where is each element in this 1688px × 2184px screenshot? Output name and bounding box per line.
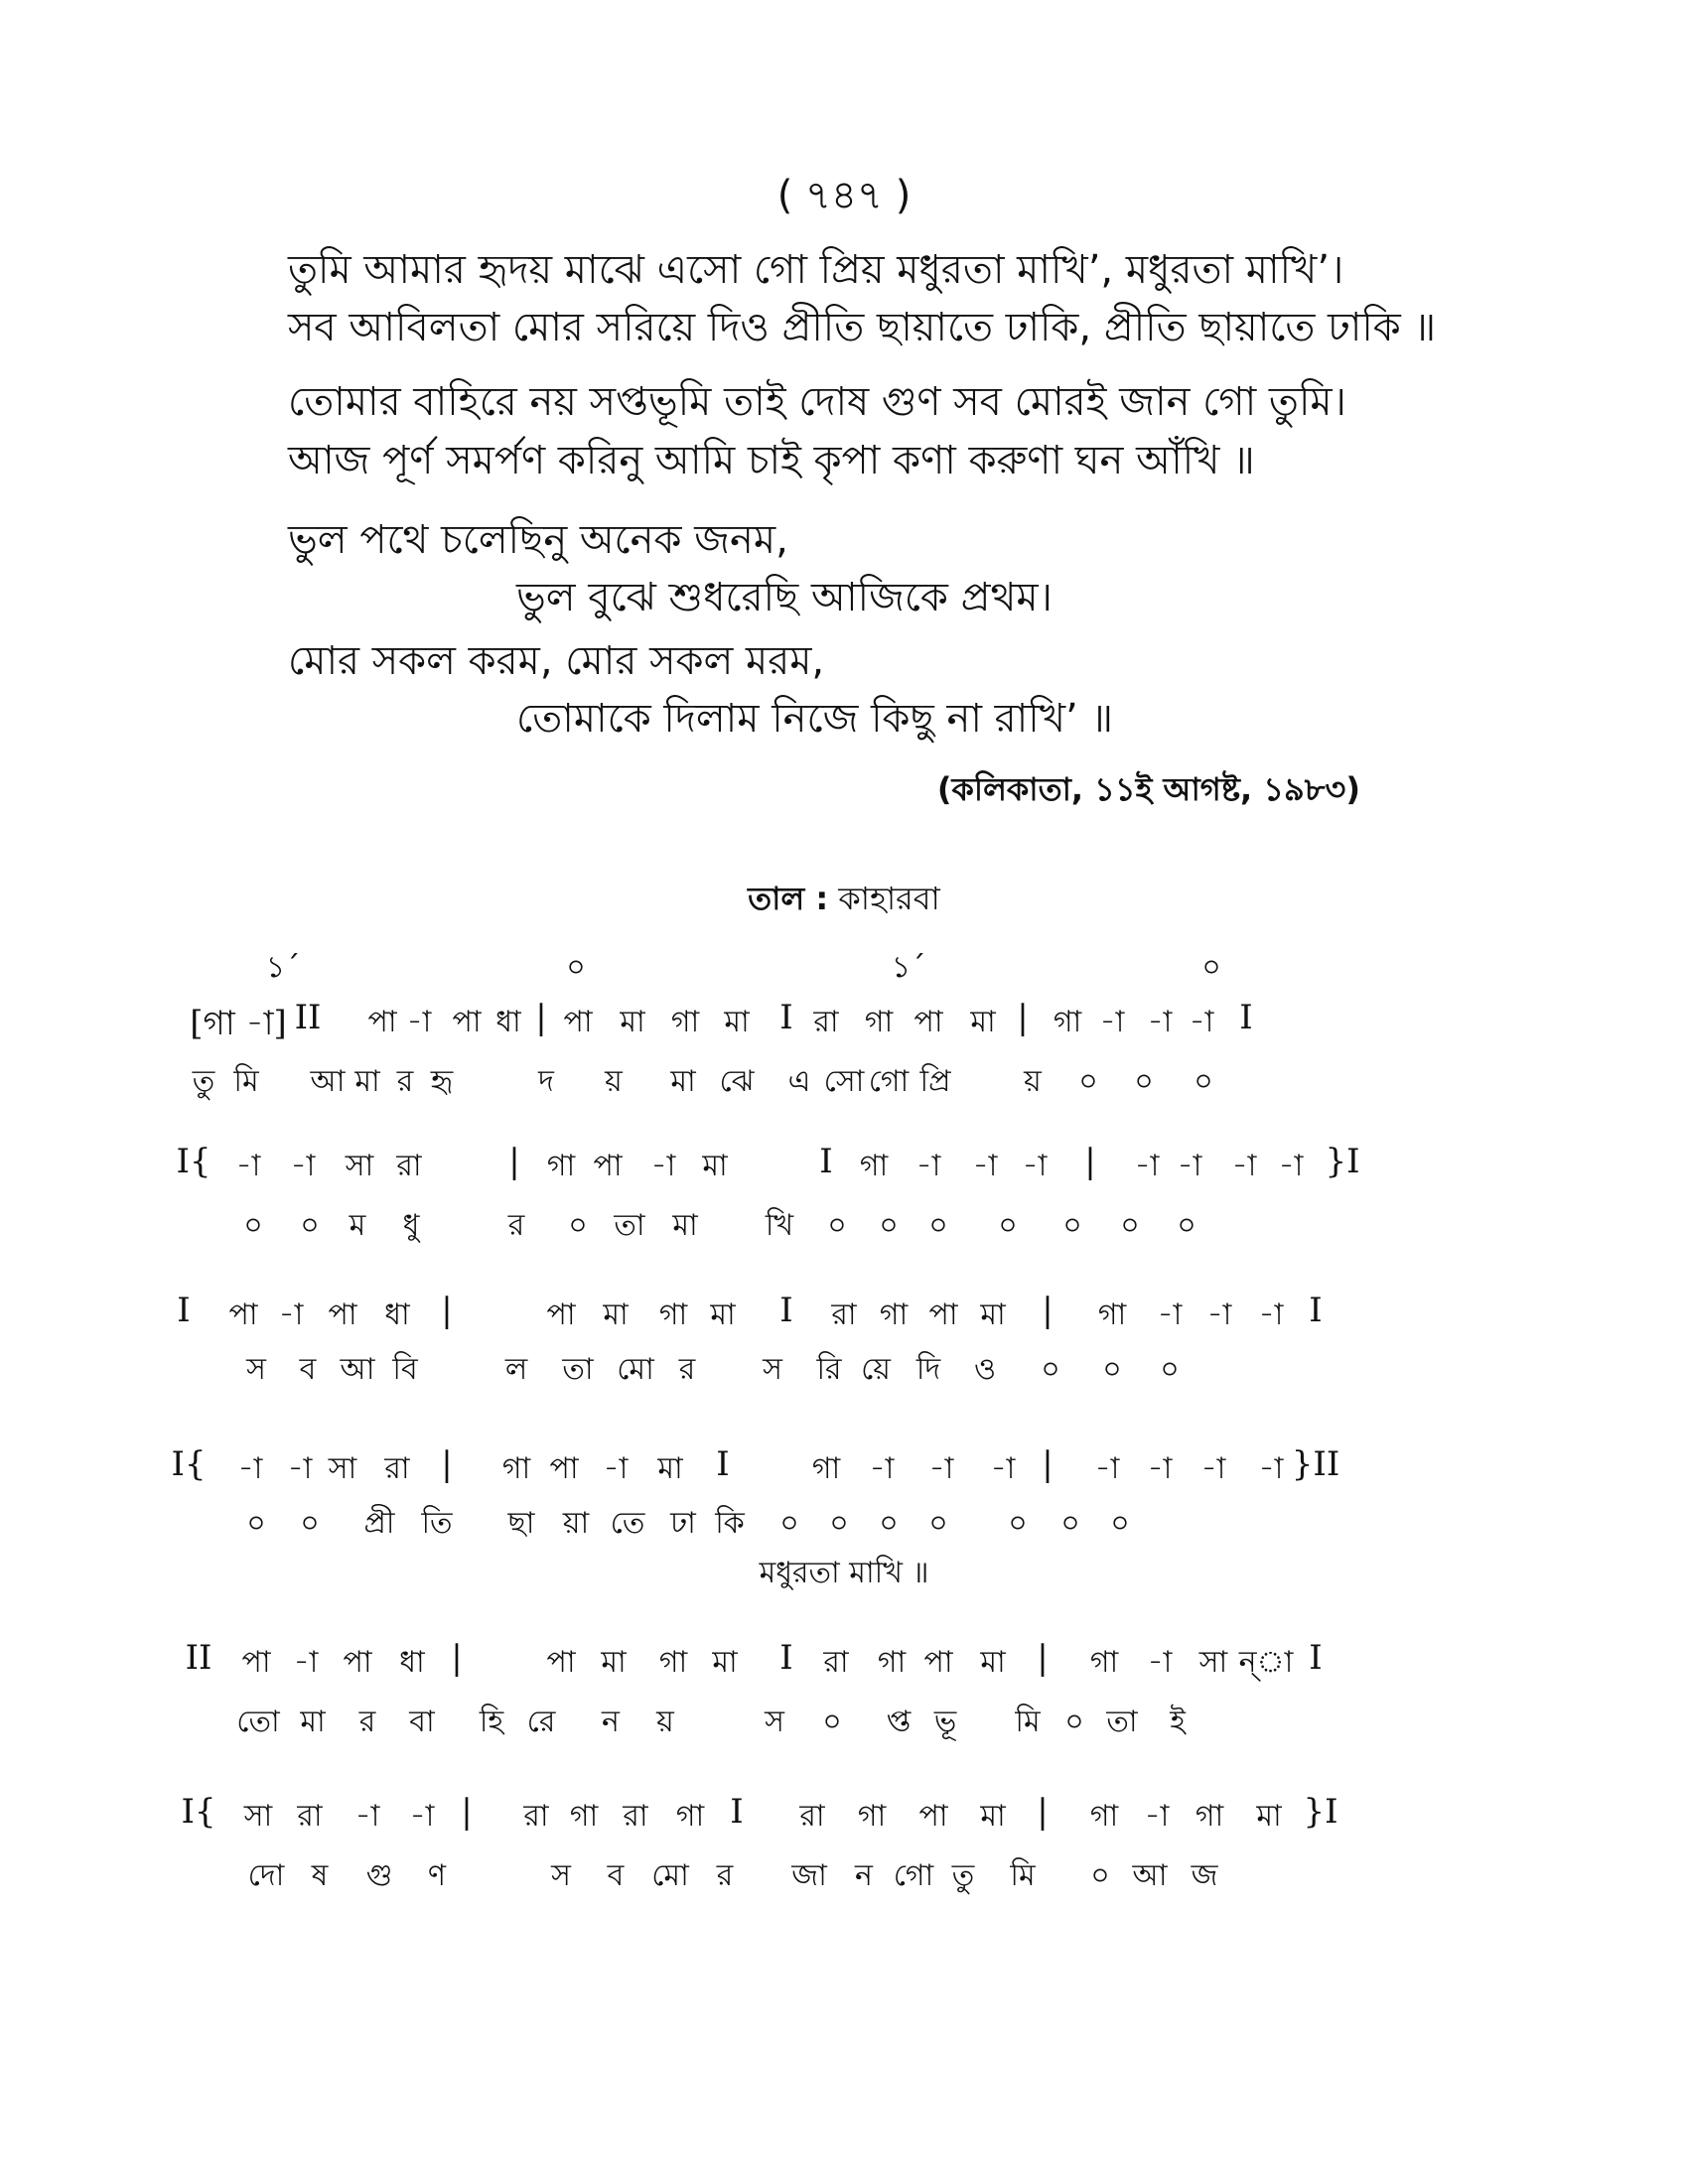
lyric-syllable: ষ [311, 1858, 329, 1893]
bar-line: I{ [176, 1142, 211, 1181]
lyric-syllable: ০ [1120, 1208, 1140, 1243]
bar-line: | [441, 1291, 453, 1330]
swara-note: -া [1147, 1005, 1173, 1039]
lyric-syllable: ই [1170, 1705, 1186, 1739]
lyric-syllable: মা [354, 1064, 380, 1099]
lyric-syllable: মো [651, 1858, 689, 1893]
lyric-syllable: তু [192, 1064, 215, 1099]
swara-note: -া [406, 1005, 432, 1039]
swara-note: পা [343, 1645, 372, 1680]
swara-note: ন্‌া [1238, 1645, 1294, 1680]
swara-note: মা [601, 1645, 627, 1680]
pickup-notes: [গা -া] [190, 1004, 287, 1043]
lyric-syllable: ০ [779, 1506, 799, 1541]
lyric-syllable: ০ [822, 1705, 842, 1739]
swara-note: পা [241, 1645, 271, 1680]
lyric-syllable: কি [715, 1506, 745, 1541]
swara-note: -া [1206, 1297, 1232, 1332]
swara-note: মা [980, 1297, 1006, 1332]
notation-swara-row [0, 1291, 1688, 1350]
swara-note: গা [501, 1451, 531, 1486]
lyric-syllable: রে [526, 1705, 556, 1739]
lyric-syllable: ন [855, 1858, 873, 1893]
swara-note: রা [823, 1645, 849, 1680]
lyric-syllable: হৃ [430, 1064, 454, 1099]
lyric-syllable: বা [409, 1705, 435, 1739]
swara-note: রা [384, 1451, 410, 1486]
lyric-syllable: তা [1106, 1705, 1138, 1739]
lyric-syllable: আ [340, 1352, 375, 1387]
beat-mark: ০ [1201, 950, 1221, 985]
swara-note: ধা [495, 1005, 521, 1039]
swara-note: সা [243, 1799, 273, 1834]
lyric-syllable: মি [1015, 1705, 1041, 1739]
lyric-line: ভুল বুঝে শুধরেছি আজিকে প্রথম। [516, 575, 1053, 620]
lyric-syllable: ০ [1060, 1506, 1080, 1541]
bar-line: | [1037, 1638, 1049, 1678]
bar-line: | [461, 1792, 473, 1832]
lyric-syllable: য়ে [861, 1352, 891, 1387]
bar-line: I{ [171, 1444, 207, 1484]
lyric-syllable: ধু [402, 1208, 420, 1243]
notation-lyric-row [0, 1698, 1688, 1757]
lyric-syllable: র [507, 1208, 525, 1243]
swara-note: মা [724, 1005, 750, 1039]
lyric-syllable: মা [300, 1705, 326, 1739]
lyric-line: ভুল পথে চলেছিনু অনেক জনম, [288, 517, 788, 563]
lyric-syllable: য়া [562, 1506, 590, 1541]
swara-note: পা [918, 1799, 948, 1834]
lyric-syllable: দ [538, 1064, 554, 1099]
lyric-syllable: র [716, 1858, 734, 1893]
bar-line: I [177, 1291, 191, 1330]
swara-note: সা [1198, 1645, 1228, 1680]
lyric-syllable: স [763, 1352, 782, 1387]
lyric-syllable: ০ [1078, 1064, 1098, 1099]
bar-line: II [185, 1638, 212, 1678]
lyric-syllable: ০ [928, 1208, 948, 1243]
swara-note: গা [811, 1451, 841, 1486]
swara-note: -া [972, 1149, 998, 1183]
lyric-syllable: ব [607, 1858, 625, 1893]
lyric-line: তোমাকে দিলাম নিজে কিছু না রাখি’ ॥ [516, 696, 1114, 742]
swara-note: সা [328, 1451, 357, 1486]
swara-note: গা [658, 1645, 688, 1680]
lyric-syllable: ০ [879, 1506, 899, 1541]
lyric-syllable: হি [479, 1705, 504, 1739]
bar-line: II [294, 998, 322, 1037]
beat-mark: ০ [566, 950, 586, 985]
lyric-syllable: ০ [998, 1208, 1018, 1243]
lyric-syllable: ০ [1134, 1064, 1154, 1099]
swara-note: পা [546, 1645, 576, 1680]
bar-line: I [1239, 998, 1253, 1037]
lyric-syllable: মা [670, 1064, 696, 1099]
lyric-syllable: ০ [829, 1506, 849, 1541]
lyric-syllable: ভূ [933, 1705, 957, 1739]
lyric-line: তোমার বাহিরে নয় সপ্তভূমি তাই দোষ গুণ সব মোরই জান গো তুমি। [288, 379, 1346, 425]
swara-note: গা [857, 1799, 887, 1834]
swara-note: গা [1195, 1799, 1224, 1834]
swara-note: মা [603, 1297, 629, 1332]
lyric-syllable: ০ [1064, 1705, 1084, 1739]
bar-line: | [1042, 1444, 1054, 1484]
swara-note: -া [278, 1297, 304, 1332]
swara-note: রা [297, 1799, 323, 1834]
lyric-syllable: র [358, 1705, 376, 1739]
swara-note: -া [1144, 1799, 1170, 1834]
notation-swara-row [0, 1444, 1688, 1504]
swara-note: -া [287, 1451, 313, 1486]
swara-note: রা [623, 1799, 648, 1834]
lyric-syllable: র [396, 1064, 414, 1099]
swara-note: পা [546, 1297, 576, 1332]
swara-note: গা [864, 1005, 894, 1039]
lyric-syllable: বি [392, 1352, 418, 1387]
swara-note: -া [1258, 1451, 1284, 1486]
lyric-syllable: গো [893, 1858, 934, 1893]
lyric-syllable: তো [236, 1705, 280, 1739]
swara-note: মা [702, 1149, 728, 1183]
swara-note: -া [1278, 1149, 1304, 1183]
bar-line: | [441, 1444, 453, 1484]
bar-line: | [1084, 1142, 1096, 1181]
swara-note: মা [657, 1451, 683, 1486]
swara-note: -া [1022, 1149, 1048, 1183]
lyric-syllable: প্ত [886, 1705, 912, 1739]
lyric-syllable: ০ [1160, 1352, 1180, 1387]
lyric-syllable: মি [1010, 1858, 1036, 1893]
swara-note: মা [710, 1297, 736, 1332]
lyric-line: মোর সকল করম, মোর সকল মরম, [288, 638, 825, 684]
swara-note: মা [980, 1799, 1006, 1834]
bar-line: | [535, 998, 547, 1037]
bar-line: | [1017, 998, 1029, 1037]
beat-mark: ১´ [891, 950, 926, 985]
tal-heading [0, 874, 1688, 927]
lyric-syllable: ঝে [719, 1064, 755, 1099]
bar-line: | [451, 1638, 463, 1678]
swara-note: -া [915, 1149, 941, 1183]
swara-note: -া [1134, 1149, 1160, 1183]
lyric-syllable: ০ [243, 1208, 263, 1243]
lyric-syllable: প্রি [919, 1064, 951, 1099]
swara-note: গা [675, 1799, 705, 1834]
swara-note: গা [1089, 1799, 1119, 1834]
swara-note: পা [563, 1005, 593, 1039]
lyric-syllable: স [551, 1858, 571, 1893]
swara-note: গা [1089, 1645, 1119, 1680]
lyric-syllable: ০ [1194, 1064, 1213, 1099]
lyric-syllable: মো [617, 1352, 654, 1387]
lyric-syllable: গু [365, 1858, 393, 1893]
tal-name: কাহারবা [838, 880, 940, 917]
swara-note: ধা [384, 1297, 410, 1332]
bar-line: I [1309, 1638, 1323, 1678]
lyric-syllable: এ [787, 1064, 811, 1099]
lyric-syllable: ০ [1008, 1506, 1028, 1541]
lyric-syllable: ০ [568, 1208, 588, 1243]
lyric-syllable: রি [816, 1352, 842, 1387]
beat-mark: ১´ [265, 950, 301, 985]
lyric-syllable: ০ [300, 1208, 320, 1243]
beat-marks-row [0, 943, 1688, 1003]
swara-note: রা [799, 1799, 825, 1834]
lyric-syllable: ০ [827, 1208, 847, 1243]
swara-note: পা [367, 1005, 397, 1039]
lyric-syllable: তু [951, 1858, 975, 1893]
lyric-syllable: দি [915, 1352, 941, 1387]
swara-note: -া [409, 1799, 435, 1834]
lyric-syllable: ঢা [670, 1506, 696, 1541]
bar-line: I [779, 998, 793, 1037]
bar-line: I [716, 1444, 730, 1484]
bar-line: I [819, 1142, 833, 1181]
swara-note: গা [1053, 1005, 1082, 1039]
lyric-syllable: য় [656, 1705, 674, 1739]
lyric-line: তুমি আমার হৃদয় মাঝে এসো গো প্রিয় মধুরতা মাখি’, মধুরতা মাখি’। [288, 247, 1344, 293]
lyric-syllable: ০ [246, 1506, 266, 1541]
swara-note: গা [546, 1149, 576, 1183]
swara-note: গা [877, 1645, 907, 1680]
lyric-syllable: ম [349, 1208, 366, 1243]
swara-note: পা [923, 1645, 953, 1680]
lyric-syllable: ব [299, 1352, 317, 1387]
swara-note: -া [1231, 1149, 1257, 1183]
swara-note: -া [290, 1149, 316, 1183]
lyric-syllable: ন [602, 1705, 620, 1739]
notation-lyric-row [0, 1851, 1688, 1911]
swara-note: -া [237, 1451, 263, 1486]
swara-note: রা [831, 1297, 857, 1332]
lyric-syllable: ০ [300, 1506, 320, 1541]
swara-note: -া [1258, 1297, 1284, 1332]
swara-note: -া [869, 1451, 895, 1486]
notation-swara-row [0, 1792, 1688, 1851]
swara-note: পা [549, 1451, 579, 1486]
swara-note: -া [990, 1451, 1016, 1486]
lyric-syllable: গো [868, 1064, 910, 1099]
swara-note: পা [928, 1297, 958, 1332]
swara-note: পা [328, 1297, 357, 1332]
notation-lyric-row [0, 1057, 1688, 1117]
swara-note: -া [1189, 1005, 1214, 1039]
lyric-syllable: র [678, 1352, 696, 1387]
swara-note: রা [396, 1149, 422, 1183]
bar-line: | [1037, 1792, 1049, 1832]
bar-line: I [1309, 1291, 1323, 1330]
lyric-syllable: প্রী [363, 1506, 395, 1541]
lyric-syllable: তে [610, 1506, 645, 1541]
swara-note: গা [879, 1297, 909, 1332]
lyric-syllable: ০ [1041, 1352, 1060, 1387]
swara-note: পা [452, 1005, 482, 1039]
lyric-syllable: আ [310, 1064, 346, 1099]
swara-note: -া [293, 1645, 319, 1680]
lyric-line: আজ পূর্ণ সমর্পণ করিনু আমি চাই কৃপা কণা করুণা ঘন আঁখি ॥ [288, 438, 1255, 483]
lyric-syllable: সো [823, 1064, 865, 1099]
swara-note: মা [620, 1005, 645, 1039]
lyric-syllable: ০ [1062, 1208, 1082, 1243]
swara-note: গা [1097, 1297, 1127, 1332]
lyric-syllable: ০ [1110, 1506, 1130, 1541]
swara-note: -া [1200, 1451, 1226, 1486]
lyric-syllable: জা [791, 1858, 827, 1893]
swara-note: গা [859, 1149, 889, 1183]
lyric-syllable: ছা [507, 1506, 535, 1541]
lyric-syllable: য় [605, 1064, 623, 1099]
swara-note: সা [345, 1149, 374, 1183]
swara-note: রা [523, 1799, 549, 1834]
page-number: ( ৭৪৭ ) [776, 173, 912, 218]
lyric-syllable: মা [672, 1208, 698, 1243]
swara-note: -া [1147, 1645, 1173, 1680]
lyric-syllable: তি [421, 1506, 453, 1541]
swara-note: -া [1099, 1005, 1125, 1039]
swara-note: গা [670, 1005, 700, 1039]
lyric-syllable: মি [233, 1064, 259, 1099]
notation-swara-row [0, 998, 1688, 1057]
swara-note: -া [603, 1451, 629, 1486]
swara-note: -া [235, 1149, 261, 1183]
lyric-syllable: স [765, 1705, 784, 1739]
bar-line: }I [1303, 1792, 1338, 1832]
bar-line: | [1042, 1291, 1054, 1330]
swara-note: -া [650, 1149, 676, 1183]
lyric-syllable: ০ [928, 1506, 948, 1541]
bar-line: I [730, 1792, 744, 1832]
swara-note: রা [813, 1005, 839, 1039]
lyric-syllable: দো [247, 1858, 285, 1893]
swara-note: মা [712, 1645, 738, 1680]
lyric-syllable: ০ [1177, 1208, 1196, 1243]
lyric-syllable: ও [973, 1352, 997, 1387]
lyric-syllable: স [246, 1352, 266, 1387]
swara-note: -া [1094, 1451, 1120, 1486]
swara-note: -া [1147, 1451, 1173, 1486]
notation-swara-row [0, 1638, 1688, 1698]
refrain-text: মধুরতা মাখি ॥ [759, 1556, 929, 1590]
lyric-syllable: ০ [1090, 1858, 1110, 1893]
swara-note: গা [569, 1799, 599, 1834]
swara-note: মা [970, 1005, 996, 1039]
lyric-syllable: তা [614, 1208, 645, 1243]
bar-line: I [779, 1291, 793, 1330]
swara-note: পা [228, 1297, 258, 1332]
bar-line: }II [1291, 1444, 1340, 1484]
lyric-syllable: জ [1191, 1858, 1218, 1893]
swara-note: -া [354, 1799, 380, 1834]
swara-note: মা [980, 1645, 1006, 1680]
bar-line: I [779, 1638, 793, 1678]
lyric-syllable: খি [765, 1208, 794, 1243]
lyric-syllable: আ [1132, 1858, 1168, 1893]
bar-line: }I [1325, 1142, 1360, 1181]
bar-line: | [508, 1142, 520, 1181]
place-date: (কলিকাতা, ১১ই আগষ্ট, ১৯৮৩) [936, 770, 1360, 808]
notation-lyric-row [0, 1201, 1688, 1261]
lyric-line: সব আবিলতা মোর সরিয়ে দিও প্রীতি ছায়াতে ঢাকি, প্রীতি ছায়াতে ঢাকি ॥ [288, 305, 1437, 350]
lyric-syllable: ণ [427, 1858, 447, 1893]
bar-line: I{ [181, 1792, 216, 1832]
swara-note: পা [593, 1149, 623, 1183]
swara-note: -া [1177, 1149, 1202, 1183]
lyric-syllable: য় [1024, 1064, 1042, 1099]
tal-label: তাল : [748, 880, 829, 917]
swara-note: -া [928, 1451, 954, 1486]
swara-note: ধা [399, 1645, 425, 1680]
lyric-syllable: তা [562, 1352, 594, 1387]
lyric-syllable: ল [504, 1352, 528, 1387]
swara-note: পা [914, 1005, 943, 1039]
swara-note: গা [658, 1297, 688, 1332]
notation-swara-row [0, 1142, 1688, 1201]
lyric-syllable: ০ [1102, 1352, 1122, 1387]
swara-note: মা [1256, 1799, 1282, 1834]
swara-note: -া [1157, 1297, 1183, 1332]
notation-lyric-row [0, 1345, 1688, 1405]
lyric-syllable: ০ [879, 1208, 899, 1243]
